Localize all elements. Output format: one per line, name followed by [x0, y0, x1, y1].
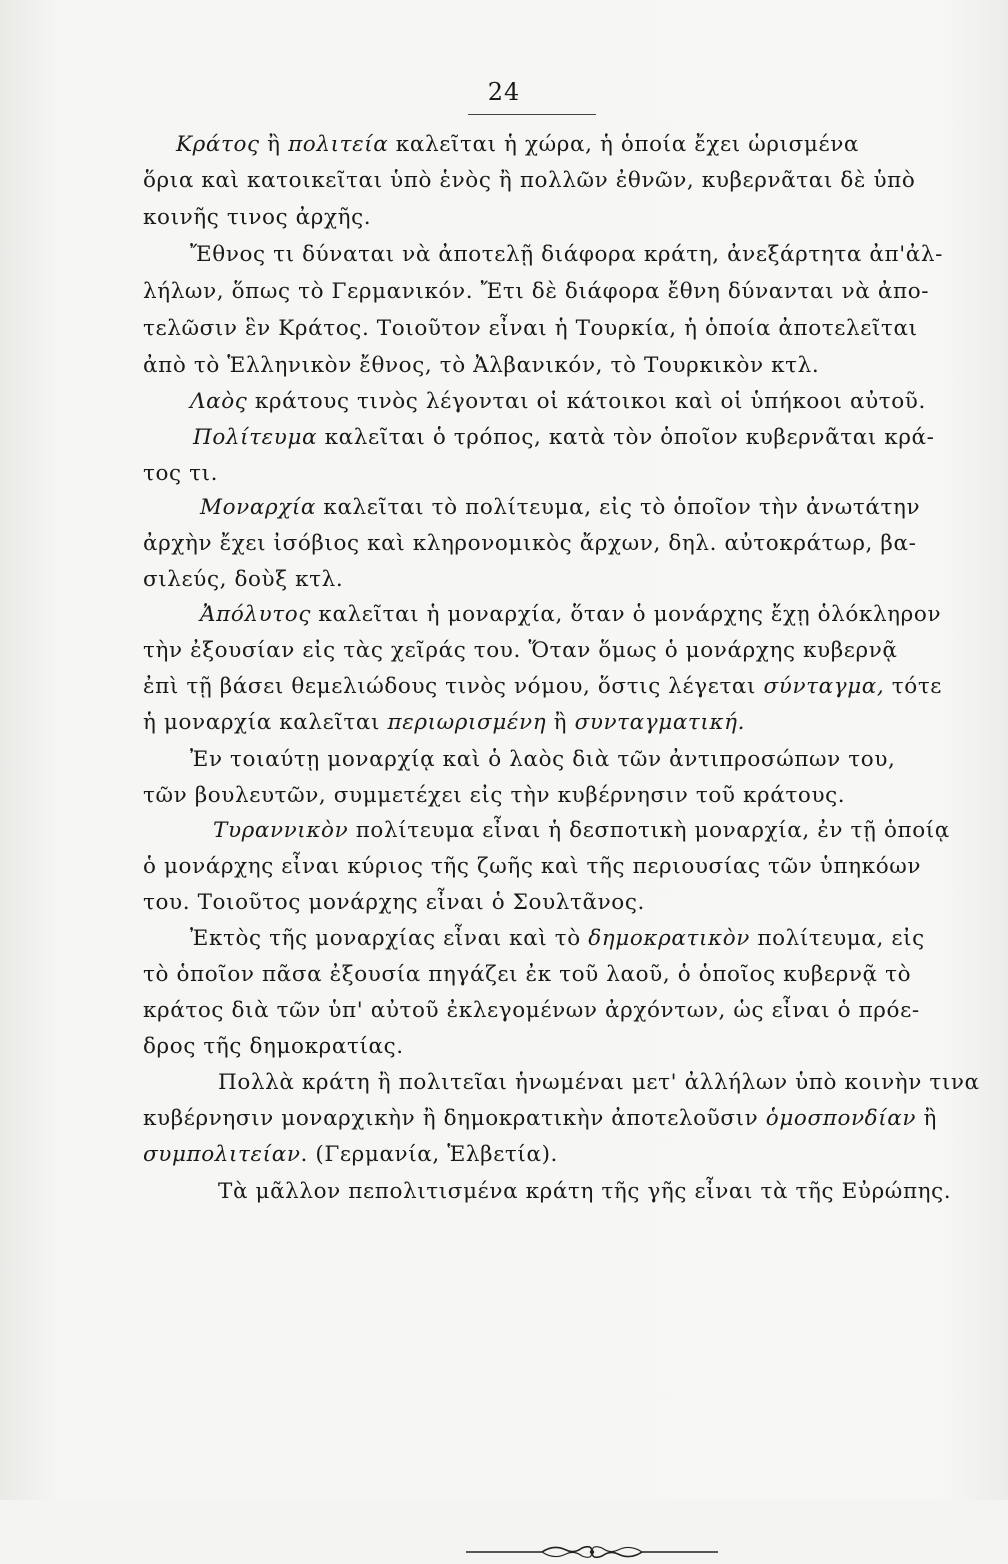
text-line [143, 1144, 558, 1166]
text-segment: Πολλὰ κράτη ἢ πολιτεῖαι ἡνωμέναι μετ' ἀλλήλων ὑπὸ κοινὴν τινα [218, 1070, 980, 1095]
text-line [143, 463, 218, 485]
text-line [143, 355, 819, 377]
italic-term: σύνταγμα, [763, 674, 885, 699]
text-segment: δρος τῆς δημοκρατίας. [143, 1034, 404, 1059]
text-segment: ἀρχὴν ἔχει ἰσόβιος καὶ κληρονομικὸς ἄρχων, δηλ. αὐτοκράτωρ, βα- [143, 531, 917, 556]
text-segment: Ἐν τοιαύτῃ μοναρχίᾳ καὶ ὁ λαὸς διὰ τῶν ἀντιπροσώπων του, [190, 747, 896, 772]
italic-term: πολιτεία [288, 132, 389, 157]
text-line [143, 569, 343, 591]
text-segment: ἢ [259, 132, 289, 157]
italic-term: συμπολιτείαν [143, 1142, 301, 1167]
text-segment: καλεῖται ὁ τρόπος, κατὰ τὸν ὁποῖον κυβερνᾶται κρά- [317, 425, 935, 450]
text-segment: ἢ [546, 710, 575, 735]
text-segment: κοινῆς τινος ἀρχῆς. [143, 205, 372, 230]
text-segment: κράτους τινὸς λέγονται οἱ κάτοικοι καὶ οἱ ὑπήκοοι αὐτοῦ. [247, 389, 926, 414]
text-line [143, 856, 921, 878]
text-segment: τὸ ὁποῖον πᾶσα ἐξουσία πηγάζει ἐκ τοῦ λαοῦ, ὁ ὁποῖος κυβερνᾷ τὸ [143, 962, 912, 987]
text-line [213, 820, 950, 842]
text-line [200, 497, 920, 519]
text-line [143, 207, 371, 229]
text-segment: λήλων, ὅπως τὸ Γερμανικόν. Ἔτι δὲ διάφορα ἔθνη δύνανται νὰ ἀπο- [143, 279, 930, 304]
text-segment: πολίτευμα, εἰς [749, 926, 925, 951]
text-line [143, 676, 942, 698]
text-line [143, 892, 645, 914]
text-line [190, 391, 926, 413]
text-segment: ὁ μονάρχης εἶναι κύριος τῆς ζωῆς καὶ τῆς περιουσίας τῶν ὑπηκόων [143, 854, 922, 879]
page-number-rule [468, 114, 596, 115]
italic-term: ὁμοσπονδίαν [765, 1106, 917, 1131]
italic-term: Πολίτευμα [193, 425, 318, 450]
italic-term: Ἀπόλυτος [200, 602, 311, 627]
text-line [143, 281, 929, 303]
text-segment: καλεῖται ἡ μοναρχία, ὅταν ὁ μονάρχης ἔχῃ ὁλόκληρον [310, 602, 942, 627]
text-segment: τότε [884, 674, 943, 699]
text-line [200, 604, 941, 626]
italic-term: Λαὸς [190, 389, 248, 414]
italic-term: Κράτος [176, 132, 260, 157]
text-segment: ὅρια καὶ κατοικεῖται ὑπὸ ἑνὸς ἢ πολλῶν ἐθνῶν, κυβερνᾶται δὲ ὑπὸ [143, 168, 916, 193]
text-segment: ἡ μοναρχία καλεῖται [143, 710, 388, 735]
text-segment: . (Γερμανία, Ἑλβετία). [300, 1142, 558, 1167]
text-segment: ἀπὸ τὸ Ἑλληνικὸν ἔθνος, τὸ Ἀλβανικόν, τὸ Τουρκικὸν κτλ. [143, 353, 820, 378]
page-number: 24 [487, 78, 521, 106]
text-segment: πολίτευμα εἶναι ἡ δεσποτικὴ μοναρχία, ἐν τῇ ὁποίᾳ [348, 818, 950, 843]
text-line [143, 964, 911, 986]
italic-term: Μοναρχία [200, 495, 316, 520]
ornament-divider [462, 1540, 722, 1564]
text-segment: του. Τοιοῦτος μονάρχης εἶναι ὁ Σουλτᾶνος. [143, 890, 645, 915]
text-line [190, 244, 943, 266]
text-segment: Ἐκτὸς τῆς μοναρχίας εἶναι καὶ τὸ [190, 926, 589, 951]
text-segment: ἢ [916, 1106, 937, 1131]
text-segment: ἐπὶ τῇ βάσει θεμελιώδους τινὸς νόμου, ὅστις λέγεται [143, 674, 764, 699]
italic-term: δημοκρατικὸν [588, 926, 750, 951]
text-segment: σιλεύς, δοὺξ κτλ. [143, 567, 344, 592]
text-line [176, 134, 859, 156]
text-line [143, 712, 745, 734]
text-line [190, 928, 925, 950]
text-segment: καλεῖται ἡ χώρα, ἡ ὁποία ἔχει ὡρισμένα [388, 132, 860, 157]
text-segment: τελῶσιν ἓν Κράτος. Τοιοῦτον εἶναι ἡ Τουρκία, ἡ ὁποία ἀποτελεῖται [143, 316, 918, 341]
text-line [218, 1181, 951, 1203]
text-line [218, 1072, 980, 1094]
text-segment: τος τι. [143, 461, 219, 486]
italic-term: συνταγματική. [574, 710, 746, 735]
text-line [143, 318, 918, 340]
italic-term: Τυραννικὸν [213, 818, 349, 843]
italic-term: περιωρισμένη [387, 710, 547, 735]
text-segment: τῶν βουλευτῶν, συμμετέχει εἰς τὴν κυβέρνησιν τοῦ κράτους. [143, 783, 846, 808]
text-line [143, 1036, 404, 1058]
text-segment: κυβέρνησιν μοναρχικὴν ἢ δημοκρατικὴν ἀποτελοῦσιν [143, 1106, 766, 1131]
text-line [143, 640, 898, 662]
text-line [143, 1108, 937, 1130]
text-line [143, 1000, 920, 1022]
text-line [190, 749, 895, 771]
text-line [143, 785, 845, 807]
text-line [143, 170, 915, 192]
text-line [143, 533, 916, 555]
text-segment: Τὰ μᾶλλον πεπολιτισμένα κράτη τῆς γῆς εἶναι τὰ τῆς Εὐρώπης. [218, 1179, 952, 1204]
text-segment: τὴν ἐξουσίαν εἰς τὰς χεῖράς του. Ὅταν ὅμως ὁ μονάρχης κυβερνᾷ [143, 638, 898, 663]
text-segment: κράτος διὰ τῶν ὑπ' αὐτοῦ ἐκλεγομένων ἀρχόντων, ὡς εἶναι ὁ πρόε- [143, 998, 920, 1023]
text-line [193, 427, 935, 449]
text-segment: Ἔθνος τι δύναται νὰ ἀποτελῇ διάφορα κράτη, ἀνεξάρτητα ἀπ'ἀλ- [190, 242, 943, 267]
text-segment: καλεῖται τὸ πολίτευμα, εἰς τὸ ὁποῖον τὴν ἀνωτάτην [315, 495, 921, 520]
